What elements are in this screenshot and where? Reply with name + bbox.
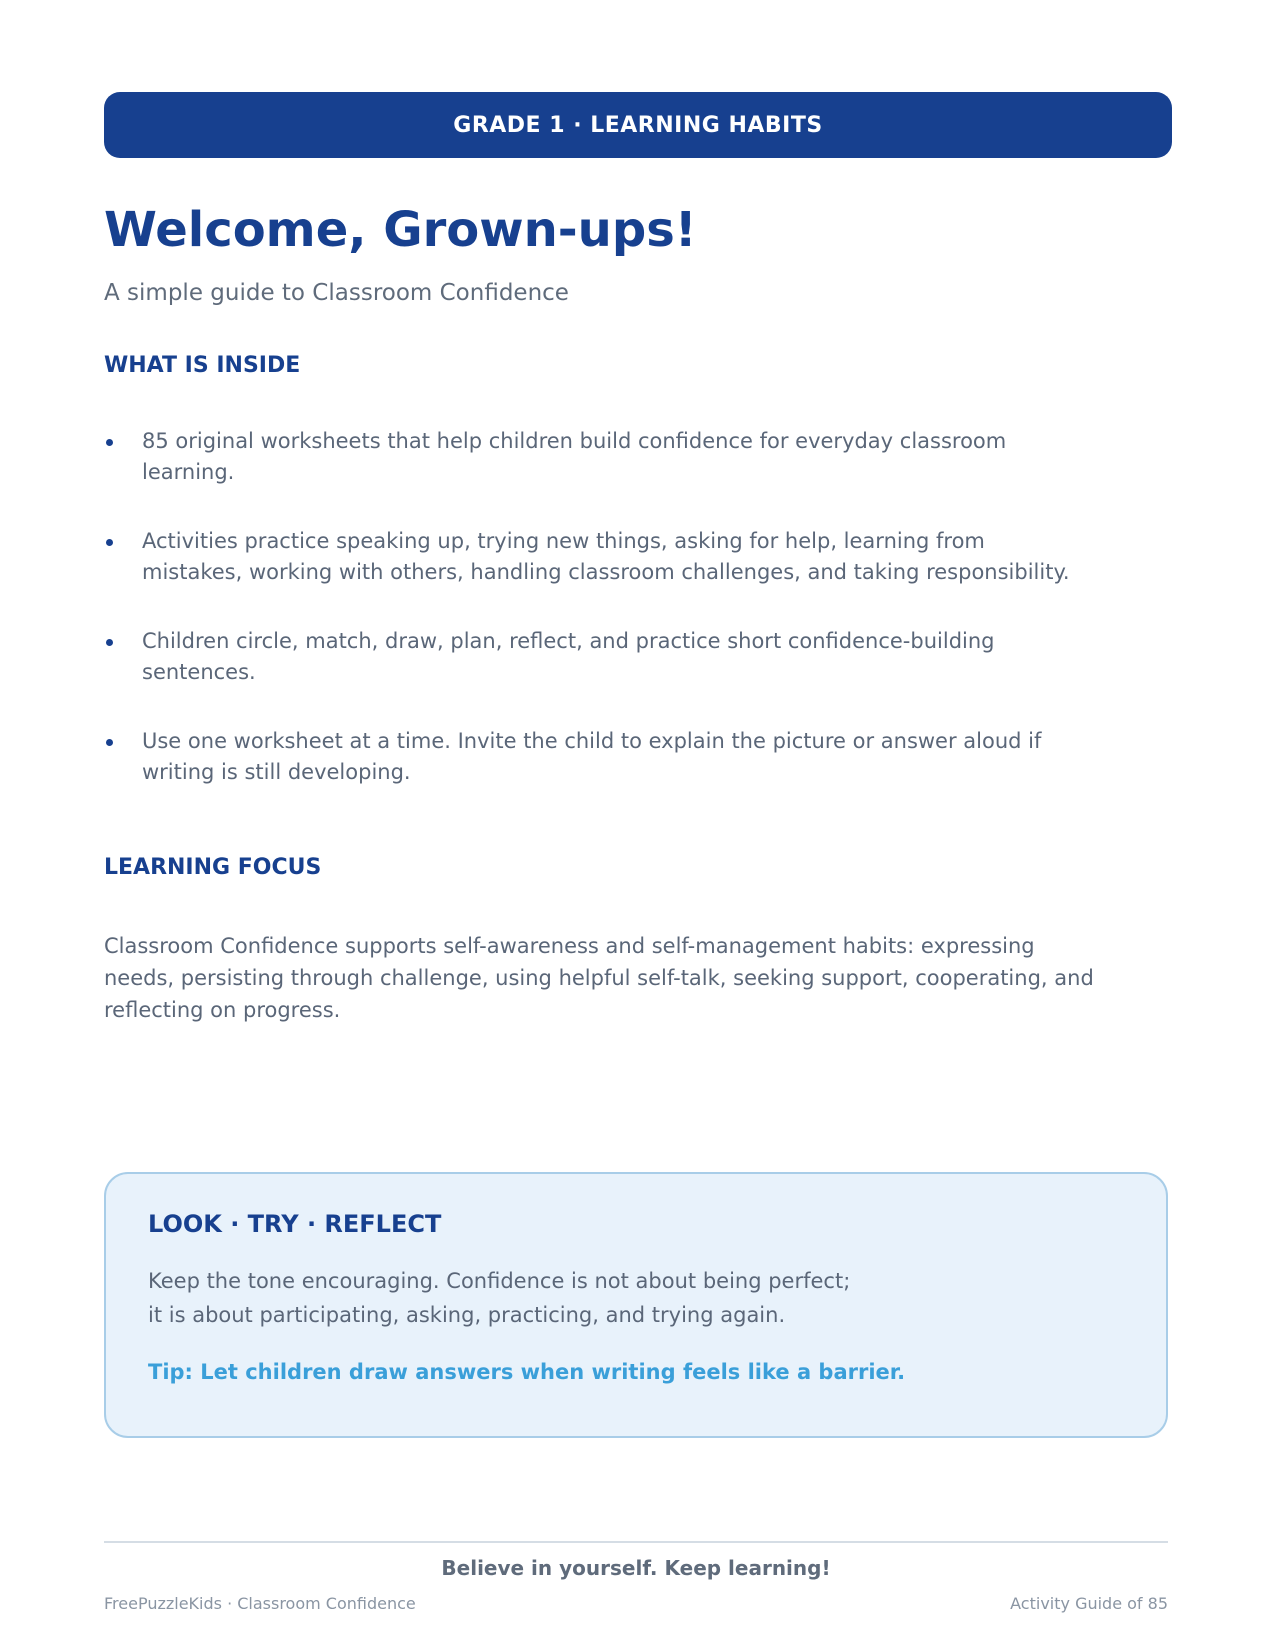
tip-callout: [104, 1172, 1168, 1438]
page-title: Welcome, Grown-ups!: [104, 202, 697, 258]
callout-line: it is about participating, asking, practicing, and trying again.: [148, 1303, 786, 1327]
focus-paragraph: Classroom Confidence supports self-awareness and self-management habits: expressing needs, persisting through challenge, using helpful self-talk, seeking support, cooperating, and reflecting on progress.: [104, 934, 1094, 1022]
list-item-text: Activities practice speaking up, trying new things, asking for help, learning from mistakes, working with others, handling classroom challenges, and taking responsibility.: [142, 529, 1070, 584]
section-heading-inside: WHAT IS INSIDE: [104, 353, 301, 378]
list-item: [104, 626, 1084, 688]
bullet-icon: [106, 439, 113, 446]
list-item: [104, 526, 1084, 588]
list-item-text: 85 original worksheets that help children build confidence for everyday classroom learning.: [142, 429, 1007, 484]
section-heading-focus: LEARNING FOCUS: [104, 855, 322, 880]
list-item-text: Use one worksheet at a time. Invite the child to explain the picture or answer aloud if writing is still developing.: [142, 729, 1042, 784]
bullet-icon: [106, 639, 113, 646]
footer-page-info: Activity Guide of 85: [1010, 1594, 1168, 1613]
inside-list: [104, 426, 1084, 826]
callout-body: [148, 1264, 1108, 1332]
footer-brand: FreePuzzleKids · Classroom Confidence: [104, 1594, 416, 1613]
grade-banner: [104, 92, 1172, 158]
list-item-text: Children circle, match, draw, plan, reflect, and practice short confidence-building sentences.: [142, 629, 995, 684]
callout-tip: Tip: Let children draw answers when writing feels like a barrier.: [148, 1360, 906, 1384]
footer-divider: [104, 1541, 1168, 1543]
footer-motto: Believe in yourself. Keep learning!: [441, 1556, 831, 1580]
callout-heading: LOOK · TRY · REFLECT: [148, 1210, 442, 1238]
banner-label: GRADE 1 · LEARNING HABITS: [453, 112, 823, 138]
bullet-icon: [106, 539, 113, 546]
page-subtitle: A simple guide to Classroom Confidence: [104, 280, 569, 306]
list-item: [104, 726, 1084, 788]
list-item: [104, 426, 1084, 488]
bullet-icon: [106, 739, 113, 746]
callout-line: Keep the tone encouraging. Confidence is not about being perfect;: [148, 1269, 851, 1293]
